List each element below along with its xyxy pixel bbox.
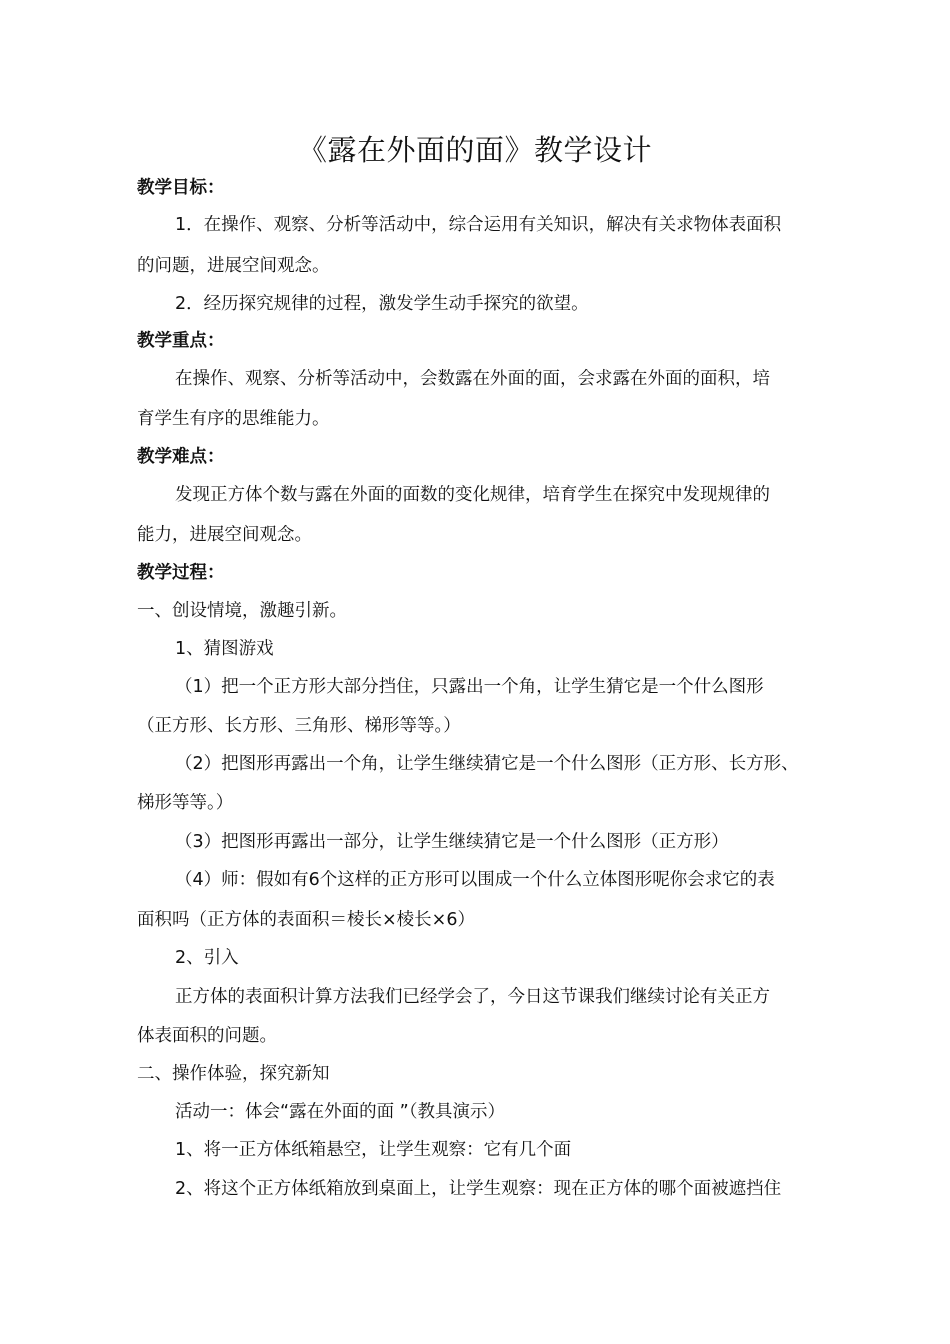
- heading-teaching-process: 教学过程：: [137, 563, 225, 583]
- paragraph-line: 2、将这个正方体纸箱放到桌面上，让学生观察：现在正方体的哪个面被遮挡住: [175, 1179, 782, 1199]
- paragraph-line: 正方体的表面积计算方法我们已经学会了，今日这节课我们继续讨论有关正方: [175, 987, 770, 1007]
- heading-key-points: 教学重点：: [137, 331, 225, 351]
- paragraph-line: 体表面积的问题。: [137, 1026, 277, 1046]
- paragraph-line: （正方形、长方形、三角形、梯形等等。）: [137, 716, 461, 736]
- heading-teaching-goals: 教学目标：: [137, 178, 225, 198]
- section-heading: 二、操作体验，探究新知: [137, 1064, 330, 1084]
- paragraph-line: （1）把一个正方形大部分挡住，只露出一个角，让学生猜它是一个什么图形: [175, 677, 764, 697]
- paragraph-line: 能力，进展空间观念。: [137, 525, 312, 545]
- document-title: 《露在外面的面》教学设计: [297, 133, 652, 167]
- paragraph-line: （4）师：假如有6个这样的正方形可以围成一个什么立体图形呢你会求它的表: [175, 870, 775, 890]
- subsection-heading: 2、引入: [175, 948, 239, 968]
- subsection-heading: 1、猜图游戏: [175, 639, 274, 659]
- paragraph-line: 1、将一正方体纸箱悬空，让学生观察：它有几个面: [175, 1140, 572, 1160]
- paragraph-line: 在操作、观察、分析等活动中，会数露在外面的面，会求露在外面的面积，培: [175, 369, 770, 389]
- paragraph-line: 1．在操作、观察、分析等活动中，综合运用有关知识，解决有关求物体表面积: [175, 215, 782, 235]
- paragraph-line: （3）把图形再露出一部分，让学生继续猜它是一个什么图形（正方形）: [175, 832, 729, 852]
- paragraph-line: 2．经历探究规律的过程，激发学生动手探究的欲望。: [175, 294, 589, 314]
- paragraph-line: （2）把图形再露出一个角，让学生继续猜它是一个什么图形（正方形、长方形、: [175, 754, 799, 774]
- paragraph-line: 的问题，进展空间观念。: [137, 256, 330, 276]
- paragraph-line: 活动一：体会“露在外面的面 ”（教具演示）: [175, 1102, 505, 1122]
- paragraph-line: 面积吗（正方体的表面积＝棱长×棱长×6）: [137, 910, 475, 930]
- heading-difficult-points: 教学难点：: [137, 447, 225, 467]
- paragraph-line: 发现正方体个数与露在外面的面数的变化规律，培育学生在探究中发现规律的: [175, 485, 770, 505]
- section-heading: 一、创设情境，激趣引新。: [137, 601, 347, 621]
- paragraph-line: 梯形等等。）: [137, 793, 234, 813]
- paragraph-line: 育学生有序的思维能力。: [137, 409, 330, 429]
